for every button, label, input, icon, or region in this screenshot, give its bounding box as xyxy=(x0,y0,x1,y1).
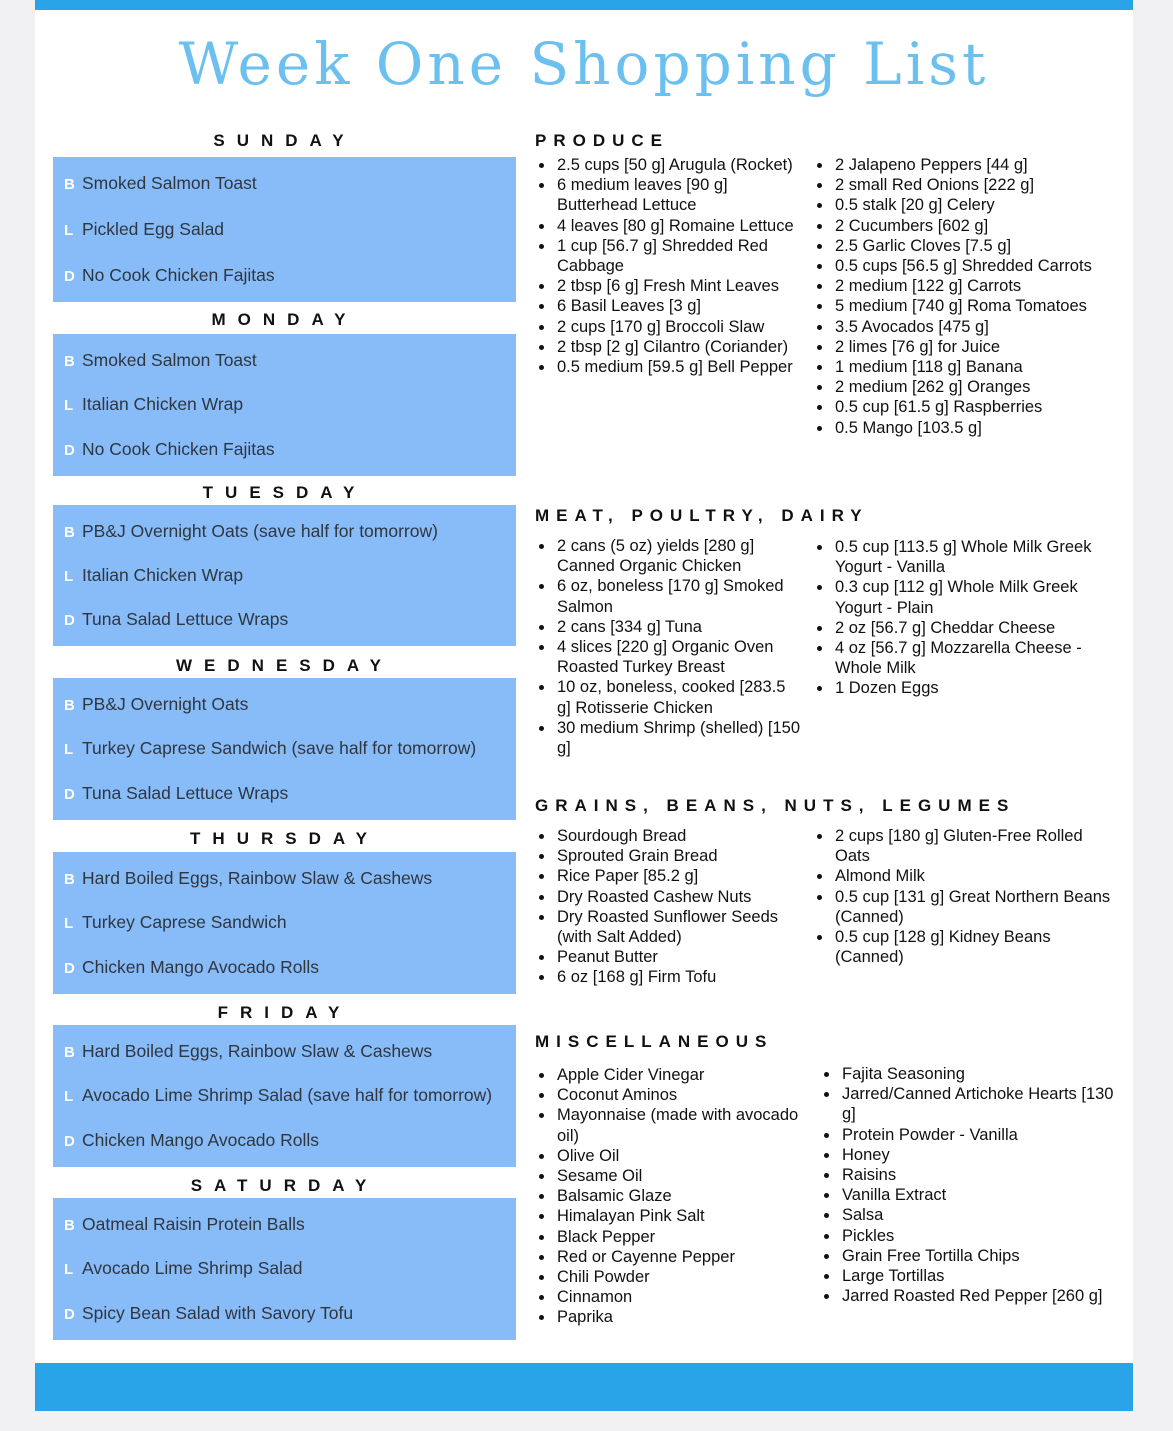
meal-row xyxy=(53,738,516,759)
meat-list-right xyxy=(813,537,1113,699)
shopping-item: 0.5 cup [128 g] Kidney Beans (Canned) xyxy=(813,927,1113,967)
shopping-item: 1 Dozen Eggs xyxy=(813,678,1113,698)
shopping-item: 2 Jalapeno Peppers [44 g] xyxy=(813,155,1113,175)
shopping-item: 2 tbsp [6 g] Fresh Mint Leaves xyxy=(535,276,803,296)
shopping-item: Almond Milk xyxy=(813,866,1113,886)
meat-list-left xyxy=(535,536,803,758)
meal-type-label: L xyxy=(64,741,74,759)
shopping-item: Mayonnaise (made with avocado oil) xyxy=(535,1105,803,1145)
shopping-item: Coconut Aminos xyxy=(535,1085,803,1105)
meal-name: Chicken Mango Avocado Rolls xyxy=(82,957,320,978)
meal-row xyxy=(53,912,516,933)
meal-name: Hard Boiled Eggs, Rainbow Slaw & Cashews xyxy=(82,867,433,888)
category-heading-meat-poultry-dairy: MEAT, POULTRY, DAIRY xyxy=(535,506,869,525)
meal-row xyxy=(53,173,516,194)
grains-list-left xyxy=(535,826,803,988)
category-heading-miscellaneous: MISCELLANEOUS xyxy=(535,1032,774,1051)
shopping-item: 3.5 Avocados [475 g] xyxy=(813,317,1113,337)
meal-type-label: D xyxy=(64,1306,75,1324)
category-heading-grains-beans-nuts-legumes: GRAINS, BEANS, NUTS, LEGUMES xyxy=(535,796,1016,815)
meal-name: No Cook Chicken Fajitas xyxy=(82,264,275,285)
day-box-thursday xyxy=(53,852,516,994)
meal-row xyxy=(53,1085,516,1106)
meal-row xyxy=(53,350,516,371)
shopping-item: 2 Cucumbers [602 g] xyxy=(813,216,1113,236)
shopping-item: Sourdough Bread xyxy=(535,826,803,846)
meal-type-label: D xyxy=(64,612,75,630)
shopping-item: 6 oz [168 g] Firm Tofu xyxy=(535,967,803,987)
category-heading-produce: PRODUCE xyxy=(535,131,670,150)
shopping-item: 5 medium [740 g] Roma Tomatoes xyxy=(813,296,1113,316)
shopping-item: 2 cans (5 oz) yields [280 g] Canned Organic Chicken xyxy=(535,536,803,576)
meal-type-label: B xyxy=(64,1216,75,1234)
produce-list-right xyxy=(813,155,1113,438)
meal-type-label: D xyxy=(64,960,75,978)
meal-type-label: L xyxy=(64,221,74,239)
shopping-item: 4 leaves [80 g] Romaine Lettuce xyxy=(535,216,803,236)
meal-row xyxy=(53,565,516,586)
shopping-item: Fajita Seasoning xyxy=(820,1064,1115,1084)
meal-name: Oatmeal Raisin Protein Balls xyxy=(82,1213,305,1234)
shopping-item: Peanut Butter xyxy=(535,947,803,967)
shopping-item: 0.5 medium [59.5 g] Bell Pepper xyxy=(535,357,803,377)
meal-type-label: L xyxy=(64,397,74,415)
day-box-wednesday xyxy=(53,678,516,820)
day-box-sunday xyxy=(53,157,516,302)
shopping-item: 2 limes [76 g] for Juice xyxy=(813,337,1113,357)
meal-name: PB&J Overnight Oats (save half for tomorrow) xyxy=(82,520,438,541)
meal-name: Spicy Bean Salad with Savory Tofu xyxy=(82,1303,354,1324)
meal-row xyxy=(53,957,516,978)
shopping-item: 0.3 cup [112 g] Whole Milk Greek Yogurt - Plain xyxy=(813,577,1113,617)
meal-row xyxy=(53,1041,516,1062)
meal-name: Tuna Salad Lettuce Wraps xyxy=(82,609,289,630)
shopping-item: Jarred Roasted Red Pepper [260 g] xyxy=(820,1286,1115,1306)
meal-name: PB&J Overnight Oats xyxy=(82,693,249,714)
shopping-item: Honey xyxy=(820,1145,1115,1165)
shopping-item: 6 medium leaves [90 g] Butterhead Lettuce xyxy=(535,175,803,215)
shopping-item: 2 cups [170 g] Broccoli Slaw xyxy=(535,317,803,337)
shopping-item: Paprika xyxy=(535,1307,803,1327)
meal-type-label: B xyxy=(64,1043,75,1061)
shopping-item: 0.5 Mango [103.5 g] xyxy=(813,418,1113,438)
shopping-item: 6 Basil Leaves [3 g] xyxy=(535,296,803,316)
shopping-item: 2 tbsp [2 g] Cilantro (Coriander) xyxy=(535,337,803,357)
produce-list-left xyxy=(535,155,803,377)
meal-row xyxy=(53,439,516,460)
shopping-item: Apple Cider Vinegar xyxy=(535,1065,803,1085)
meal-row xyxy=(53,1258,516,1279)
shopping-item: 2 small Red Onions [222 g] xyxy=(813,175,1113,195)
shopping-item: Dry Roasted Sunflower Seeds (with Salt Added) xyxy=(535,907,803,947)
meal-name: Pickled Egg Salad xyxy=(82,218,225,239)
shopping-item: Salsa xyxy=(820,1205,1115,1225)
shopping-item: 0.5 cup [113.5 g] Whole Milk Greek Yogurt - Vanilla xyxy=(813,537,1113,577)
day-heading-sunday: SUNDAY xyxy=(213,131,356,150)
shopping-item: 0.5 cups [56.5 g] Shredded Carrots xyxy=(813,256,1113,276)
shopping-item: 6 oz, boneless [170 g] Smoked Salmon xyxy=(535,576,803,616)
meal-name: Smoked Salmon Toast xyxy=(82,349,257,370)
meal-type-label: L xyxy=(64,567,74,585)
meal-row xyxy=(53,694,516,715)
page-title: Week One Shopping List xyxy=(178,30,990,98)
day-heading-monday: MONDAY xyxy=(211,310,358,329)
meal-name: Italian Chicken Wrap xyxy=(82,564,244,585)
meal-row xyxy=(53,521,516,542)
meal-type-label: D xyxy=(64,1133,75,1151)
meal-name: No Cook Chicken Fajitas xyxy=(82,439,275,460)
meal-type-label: B xyxy=(64,523,75,541)
meal-name: Tuna Salad Lettuce Wraps xyxy=(82,783,289,804)
shopping-item: Chili Powder xyxy=(535,1267,803,1287)
shopping-item: Cinnamon xyxy=(535,1287,803,1307)
meal-type-label: D xyxy=(64,267,75,285)
meal-row xyxy=(53,1303,516,1324)
meal-type-label: L xyxy=(64,1088,74,1106)
shopping-item: Red or Cayenne Pepper xyxy=(535,1247,803,1267)
shopping-item: 0.5 cup [61.5 g] Raspberries xyxy=(813,397,1113,417)
shopping-item: 2.5 Garlic Cloves [7.5 g] xyxy=(813,236,1113,256)
shopping-item: 2 cans [334 g] Tuna xyxy=(535,617,803,637)
shopping-item: Dry Roasted Cashew Nuts xyxy=(535,887,803,907)
meal-type-label: D xyxy=(64,442,75,460)
shopping-item: Rice Paper [85.2 g] xyxy=(535,866,803,886)
meal-name: Smoked Salmon Toast xyxy=(82,173,257,194)
shopping-item: 0.5 cup [131 g] Great Northern Beans (Canned) xyxy=(813,887,1113,927)
day-heading-wednesday: WEDNESDAY xyxy=(176,656,393,675)
shopping-item: 4 slices [220 g] Organic Oven Roasted Turkey Breast xyxy=(535,637,803,677)
meal-row xyxy=(53,868,516,889)
meal-row xyxy=(53,394,516,415)
shopping-item: 1 cup [56.7 g] Shredded Red Cabbage xyxy=(535,236,803,276)
shopping-item: 2 medium [122 g] Carrots xyxy=(813,276,1113,296)
shopping-item: Large Tortillas xyxy=(820,1266,1115,1286)
meal-name: Avocado Lime Shrimp Salad (save half for tomorrow) xyxy=(82,1085,493,1106)
meal-type-label: B xyxy=(64,352,75,370)
bottom-accent-bar xyxy=(35,1363,1133,1411)
meal-type-label: B xyxy=(64,176,75,194)
day-heading-saturday: SATURDAY xyxy=(190,1176,379,1195)
meal-row xyxy=(53,609,516,630)
meal-type-label: B xyxy=(64,696,75,714)
meal-type-label: B xyxy=(64,870,75,888)
meal-name: Turkey Caprese Sandwich xyxy=(82,912,287,933)
shopping-item: Sprouted Grain Bread xyxy=(535,846,803,866)
day-box-saturday xyxy=(53,1198,516,1340)
misc-list-left xyxy=(535,1065,803,1328)
shopping-item: 2 cups [180 g] Gluten-Free Rolled Oats xyxy=(813,826,1113,866)
day-box-tuesday xyxy=(53,505,516,646)
day-heading-friday: FRIDAY xyxy=(217,1003,352,1022)
shopping-list-sheet xyxy=(35,0,1133,1411)
grains-list-right xyxy=(813,826,1113,967)
shopping-item: Sesame Oil xyxy=(535,1166,803,1186)
day-box-monday xyxy=(53,334,516,476)
shopping-item: Raisins xyxy=(820,1165,1115,1185)
meal-row xyxy=(53,1130,516,1151)
meal-name: Chicken Mango Avocado Rolls xyxy=(82,1130,320,1151)
shopping-item: Olive Oil xyxy=(535,1146,803,1166)
shopping-item: Vanilla Extract xyxy=(820,1185,1115,1205)
shopping-item: Grain Free Tortilla Chips xyxy=(820,1246,1115,1266)
shopping-item: Protein Powder - Vanilla xyxy=(820,1125,1115,1145)
shopping-item: Jarred/Canned Artichoke Hearts [130 g] xyxy=(820,1084,1115,1124)
meal-type-label: L xyxy=(64,915,74,933)
shopping-item: 2.5 cups [50 g] Arugula (Rocket) xyxy=(535,155,803,175)
shopping-item: 1 medium [118 g] Banana xyxy=(813,357,1113,377)
shopping-item: Himalayan Pink Salt xyxy=(535,1206,803,1226)
meal-name: Avocado Lime Shrimp Salad xyxy=(82,1258,303,1279)
day-heading-tuesday: TUESDAY xyxy=(202,483,367,502)
day-heading-thursday: THURSDAY xyxy=(190,829,379,848)
meal-name: Turkey Caprese Sandwich (save half for tomorrow) xyxy=(82,738,477,759)
shopping-item: Balsamic Glaze xyxy=(535,1186,803,1206)
meal-row xyxy=(53,265,516,286)
meal-type-label: D xyxy=(64,786,75,804)
day-box-friday xyxy=(53,1025,516,1167)
shopping-item: 30 medium Shrimp (shelled) [150 g] xyxy=(535,718,803,758)
misc-list-right xyxy=(820,1064,1115,1306)
shopping-item: Black Pepper xyxy=(535,1227,803,1247)
meal-row xyxy=(53,783,516,804)
shopping-item: Pickles xyxy=(820,1226,1115,1246)
meal-row xyxy=(53,219,516,240)
shopping-item: 2 oz [56.7 g] Cheddar Cheese xyxy=(813,618,1113,638)
meal-name: Hard Boiled Eggs, Rainbow Slaw & Cashews xyxy=(82,1040,433,1061)
top-accent-bar xyxy=(35,0,1133,10)
meal-type-label: L xyxy=(64,1261,74,1279)
meal-name: Italian Chicken Wrap xyxy=(82,394,244,415)
shopping-item: 4 oz [56.7 g] Mozzarella Cheese - Whole Milk xyxy=(813,638,1113,678)
shopping-item: 10 oz, boneless, cooked [283.5 g] Rotisserie Chicken xyxy=(535,677,803,717)
shopping-item: 2 medium [262 g] Oranges xyxy=(813,377,1113,397)
meal-row xyxy=(53,1214,516,1235)
shopping-item: 0.5 stalk [20 g] Celery xyxy=(813,195,1113,215)
